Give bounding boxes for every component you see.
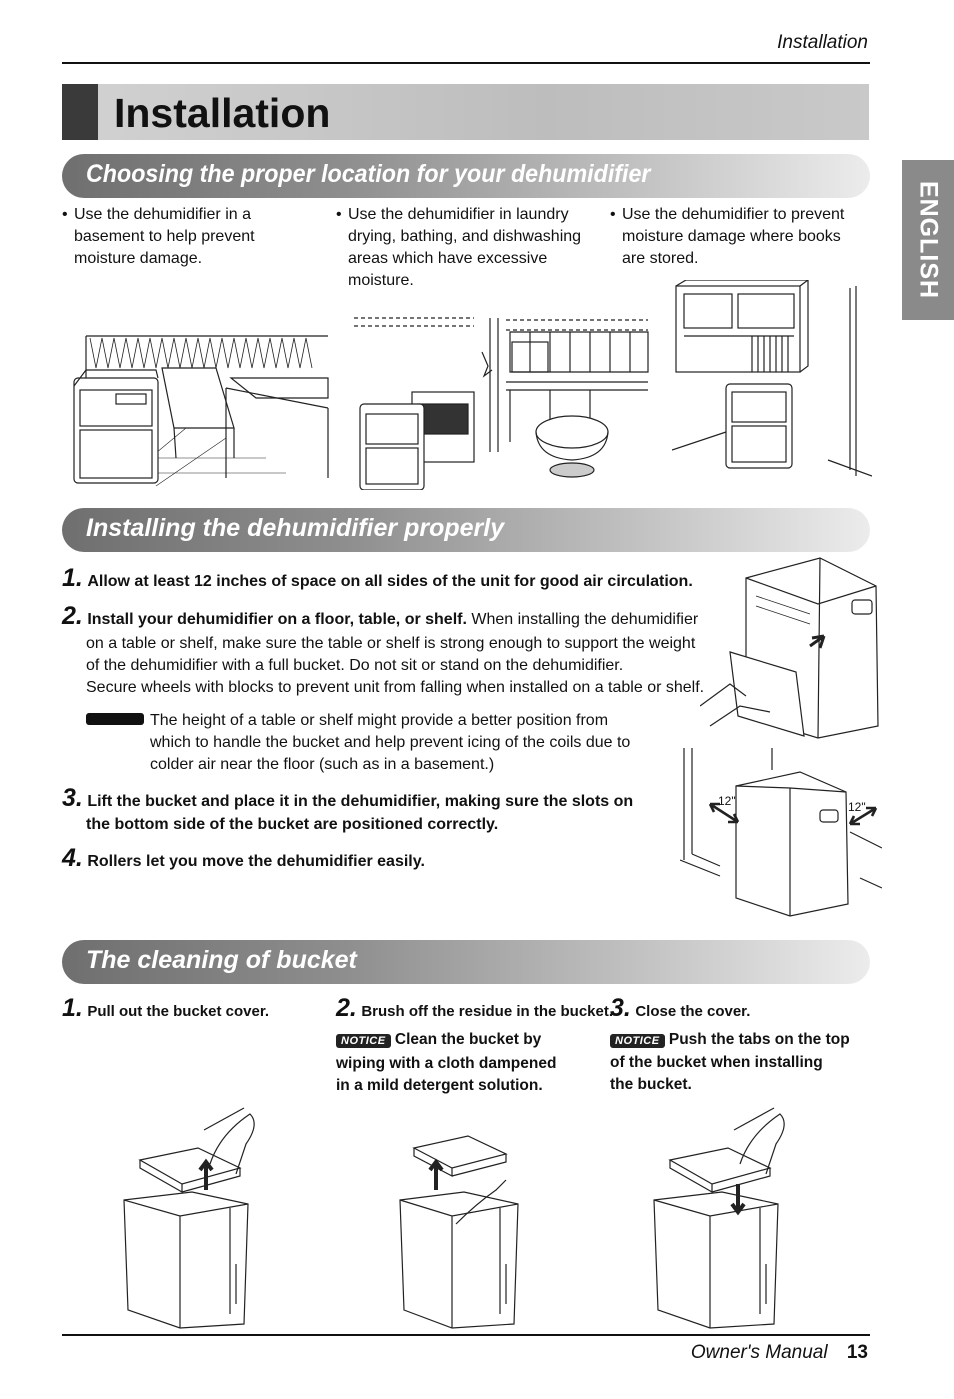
notice-badge: NOTICE: [610, 1034, 665, 1048]
step-number: 4.: [62, 844, 83, 872]
bullet-laundry: • Use the dehumidifier in laundry drying, bathing, and dishwashing areas which have excessive moisture.: [336, 206, 582, 289]
step-text: Close the cover.: [635, 1003, 751, 1020]
clearance-left-label: 12": [718, 794, 736, 808]
page-title: Installation: [114, 90, 331, 136]
clearance-right-label: 12": [848, 800, 866, 814]
notice-badge: NOTICE: [336, 1034, 391, 1048]
header-rule: [62, 62, 870, 64]
step-number: 3.: [62, 784, 83, 812]
footer: [691, 1342, 868, 1364]
page-number: 13: [846, 1342, 868, 1363]
step-text: Lift the bucket and place it in the dehumidifier, making sure the slots on: [87, 793, 634, 810]
clearance-illustration: [680, 748, 882, 918]
clean-step-2: [336, 994, 613, 1023]
basement-illustration: [66, 328, 332, 488]
install-step-2: [62, 602, 698, 631]
bucket-brushing-illustration: [396, 1124, 546, 1330]
running-header: Installation: [777, 32, 868, 53]
clean-step-3: [610, 994, 750, 1023]
bookshelf-illustration: [672, 280, 872, 486]
step-number: 2.: [336, 994, 357, 1022]
laundry-illustration: [340, 312, 652, 490]
footer-rule: [62, 1334, 870, 1336]
language-tab: [902, 160, 954, 320]
note-marker: [86, 713, 144, 725]
bullet-basement: • Use the dehumidifier in a basement to help prevent moisture damage.: [62, 206, 255, 267]
bucket-cover-closing-illustration: [650, 1104, 810, 1330]
step-number: 1.: [62, 994, 83, 1022]
bucket-cover-removal-illustration: [120, 1104, 280, 1330]
step-text: Brush off the residue in the bucket.: [361, 1003, 614, 1020]
install-step-3-continued: the bottom side of the bucket are positioned correctly.: [86, 816, 499, 833]
bullet-books: • Use the dehumidifier to prevent moisture damage where books are stored.: [610, 206, 845, 267]
clean-step-3-notice: NOTICE Push the tabs on the top of the bucket when installing the bucket.: [610, 1031, 850, 1093]
step-number: 1.: [62, 564, 83, 592]
install-step-1: [62, 564, 693, 593]
step-text-continued: When installing the dehumidifier: [471, 611, 699, 628]
section-title-location: Choosing the proper location for your dehumidifier: [86, 160, 651, 188]
bucket-insertion-illustration: [700, 556, 884, 746]
step-text: Pull out the bucket cover.: [87, 1003, 270, 1020]
section-title-installing: Installing the dehumidifier properly: [86, 514, 505, 542]
title-accent-block: [62, 84, 98, 140]
clean-step-1: [62, 994, 269, 1023]
install-note: The height of a table or shelf might provide a better position from which to handle the bucket and help prevent icing of the coils due to colder air near the floor (such as in a basement.): [150, 712, 631, 773]
section-title-cleaning: The cleaning of bucket: [86, 946, 357, 974]
install-step-2-detail: on a table or shelf, make sure the table or shelf is strong enough to support the weight of the dehumidifier with a full bucket. Do not sit or stand on the dehumidifier. Secure wheels with blocks to prevent unit from falling when installed on a table or shelf.: [86, 635, 705, 696]
language-tab-label: ENGLISH: [914, 180, 943, 300]
install-step-3: [62, 784, 633, 813]
install-step-4: [62, 844, 425, 873]
step-text: Allow at least 12 inches of space on all sides of the unit for good air circulation.: [87, 573, 693, 590]
clean-step-2-notice: NOTICE Clean the bucket by wiping with a cloth dampened in a mild detergent solution.: [336, 1031, 557, 1094]
footer-manual-label: Owner's Manual: [690, 1342, 828, 1363]
step-text: Rollers let you move the dehumidifier easily.: [87, 853, 425, 870]
step-number: 3.: [610, 994, 631, 1022]
step-number: 2.: [62, 602, 83, 630]
step-text: Install your dehumidifier on a floor, table, or shelf.: [87, 611, 467, 628]
